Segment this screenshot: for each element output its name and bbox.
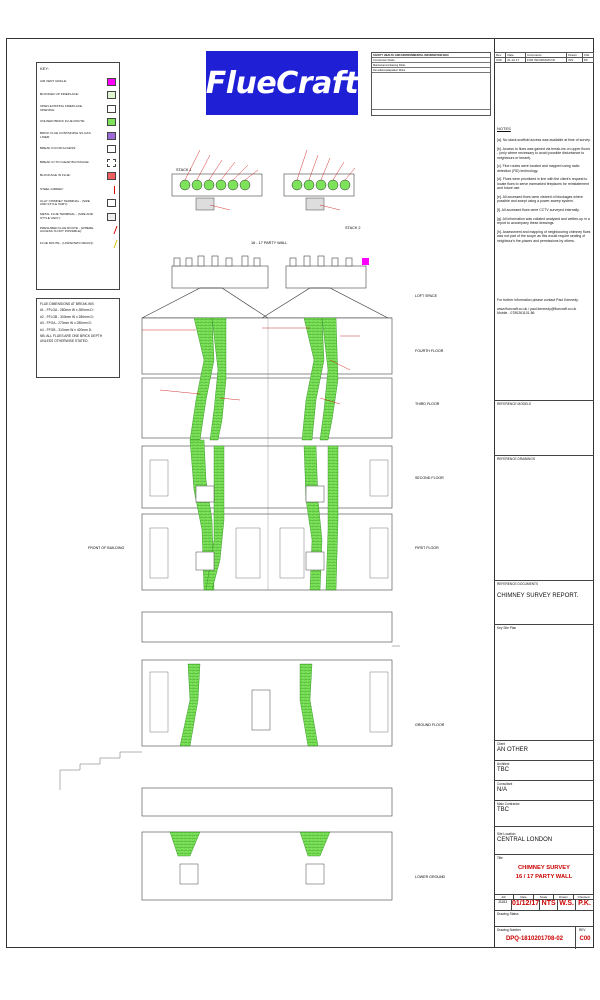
rev-header: Rev	[495, 53, 506, 58]
flue-dim-line: #3 - FFGA - 270mm W x 280mm D:	[40, 321, 92, 326]
stack-1-label: STACK 1	[176, 168, 192, 172]
hs-row: Maintenance/cleaning Risks	[372, 63, 490, 68]
flue-dim-line: #2 - FFLGB - 300mm W x 280mm D:	[40, 314, 94, 319]
floor-label: LOWER GROUND	[415, 875, 446, 879]
chimney-stacks	[172, 256, 366, 288]
note-item: [e]. All accessed flues were cleared of blockages where possible and swept using a power-sweep system.	[497, 194, 583, 204]
hs-title: SAFETY HEALTH AND ENVIRONMENTAL INFORMATION BOX	[372, 53, 490, 58]
flue-dim-line: #1 - FFLGA - 280mm W x 280mm D:	[40, 308, 94, 313]
ref-models-panel: REFERENCE MODELS	[494, 400, 594, 451]
floor-label: LOFT SPACE	[415, 294, 438, 298]
contact-line: For further information please contact Paul Kennedy.	[497, 298, 579, 302]
rev-header: Drawn	[567, 53, 583, 58]
consultant-panel: Consultant N/A	[494, 780, 594, 801]
rev-header: Date	[506, 53, 526, 58]
contact-info	[497, 298, 591, 316]
fluecraft-logo: FlueCraft	[206, 51, 358, 115]
ref-drawings-panel: REFERENCE DRAWINGS	[494, 455, 594, 576]
title-panel: Title CHIMNEY SURVEY 16 / 17 PARTY WALL	[494, 854, 594, 893]
title-line-1: CHIMNEY SURVEY	[518, 865, 570, 871]
key-item-label: STEEL GIRDER:	[40, 186, 64, 191]
note-item: [g]. All information was collated analysed and written-up in a report to accompany these drawings.	[497, 216, 590, 226]
front-of-building-label: FRONT OF BUILDING	[88, 546, 125, 550]
architect-panel: Architect TBC	[494, 760, 594, 781]
note-item: [d]. Flues were prioritized in line with the client's request to locate flues to serve earmarked fireplaces for reinstatement and future use.	[497, 177, 590, 191]
drawing-number-panel: Drawing Number DPQ-1810201708-02 REV C00	[494, 926, 594, 949]
floor-label: FOURTH FLOOR	[415, 349, 444, 353]
drawing-status-panel: Drawing Status	[494, 910, 594, 925]
note-item: [f]. All accessed flues were CCTV surveyed internally.	[497, 208, 580, 213]
key-item-label: BLOCKAGE IN FLUE:	[40, 173, 71, 178]
meta-headers: Job Date Scale Drawn Checked	[494, 894, 594, 900]
site-location-panel: Site Location CENTRAL LONDON	[494, 826, 594, 851]
key-item-label: AIR VENT GRILLE:	[40, 78, 67, 83]
key-item-label: UNLINED BRICK FLUE ROUTE:	[40, 119, 86, 124]
stack-2-plan	[284, 174, 354, 210]
floor-label: SECOND FLOOR	[415, 476, 444, 480]
key-item-label: PRESUMED FLUE ROUTE - (WHERE ACCESS IS NOT POSSIBLE):	[40, 225, 94, 234]
key-item-label: BREAK IN FOR ACCESS:	[40, 146, 77, 151]
key-item-label: METAL FLUE TERMINAL - (SIZE AND STYLE VARY):	[40, 212, 93, 220]
flue-dim-line: #4 - FFGB - 310mm W x 420mm D:	[40, 327, 93, 332]
roof-outline	[142, 288, 392, 318]
notes-list	[497, 138, 591, 247]
ref-docs-value: CHIMNEY SURVEY REPORT.	[497, 593, 579, 599]
contractor-panel: Main Contractor TBC	[494, 800, 594, 825]
key-item-label: CLAY CHIMNEY TERMINAL - (SIZE AND STYLE VARY):	[40, 198, 90, 207]
flue-dim-note: NB: ALL FLUES ARE ONE BRICK DEPTH UNLESS OTHERWISE STATED.	[40, 334, 103, 343]
rev-cell: C00	[495, 58, 506, 63]
rev-header: Comments	[525, 53, 566, 58]
ref-docs-panel: REFERENCE DOCUMENTS CHIMNEY SURVEY REPORT.	[494, 580, 594, 621]
rev-cell: FOR INFORMATION	[525, 58, 566, 63]
key-item-label: BREAK IN TO CLEAR BLOCKAGE:	[40, 159, 90, 164]
flue-dims-title: FLUE DIMENSIONS AT BREAK-INS:	[40, 302, 95, 306]
air-vent-marker	[362, 258, 369, 265]
client-panel: Client AN OTHER	[494, 740, 594, 761]
stack-2-label: STACK 2	[345, 226, 361, 230]
note-item: [h]. Assessment and mapping of neighbouring chimney flues was not part of the scope as this would require sealing of neighbour's fire-places and permissions by others.	[497, 229, 591, 243]
hs-row: Demolition/adaptation Risks	[372, 68, 490, 73]
rev-header: Chk	[582, 53, 593, 58]
rev-cell: PK	[582, 58, 593, 63]
rev-cell: WS	[567, 58, 583, 63]
note-item: [a]. No stack scaffold access was available at time of survey.	[497, 138, 591, 142]
note-item: [c]. Flue routes were located and mapped using radio detection (RD) technology.	[497, 164, 580, 173]
key-item-label: FLUE ROUTE - (UNKNOWN ORIGIN):	[40, 240, 94, 245]
hs-row: Construction Risks	[372, 58, 490, 63]
drawing-number: DPQ-1810201708-02	[505, 936, 564, 942]
floor-label: THIRD FLOOR	[415, 402, 440, 406]
floor-bands	[142, 318, 392, 900]
key-site-plan-panel: Key Site Plan	[494, 624, 594, 737]
contact-link[interactable]: www.fluecraft.co.uk / paul.kennedy@fluecraft.co.uk	[497, 306, 577, 311]
meta-values: J3183 01/12/17 NTS W.S. P.K.	[494, 899, 594, 910]
key-item-label: BLOCKED UP FIREPLACE:	[40, 92, 79, 97]
notes-title: NOTES	[497, 126, 511, 131]
contact-phone: Mobile - 0780261101.86	[497, 311, 535, 316]
drawing-rev: C00	[579, 936, 591, 942]
revision-table	[494, 52, 594, 62]
key-title: KEY:	[40, 66, 49, 71]
key-item-label: BRICK FLUE CONTAINING SS GAS LINER:	[40, 131, 91, 139]
key-item-label: OPEN EXISTING FIREPLACE OPENING:	[40, 104, 83, 112]
title-line-2: 16 / 17 PARTY WALL	[515, 874, 573, 880]
floor-label: FIRST FLOOR	[415, 546, 439, 550]
rev-cell: 01.12.17	[506, 58, 526, 63]
party-wall-label: 16 - 17 PARTY WALL	[251, 241, 288, 245]
floor-label: GROUND FLOOR	[415, 723, 445, 727]
note-item: [b]. Access to flues was gained via break-ins on upper floors - (only where necessary to avoid possible disturbance to neighbours or tenant).	[497, 146, 590, 160]
